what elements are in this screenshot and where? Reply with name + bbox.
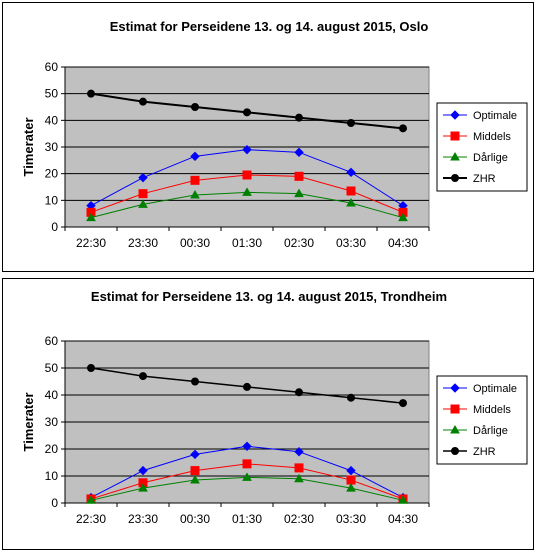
trondheim-series-middels-point — [295, 464, 303, 472]
oslo-series-zhr-point — [192, 104, 199, 111]
oslo-series-zhr-point — [88, 90, 95, 97]
trondheim-y-tick-label: 50 — [44, 361, 58, 375]
trondheim-series-zhr-point — [244, 383, 251, 390]
oslo-x-tick-label: 23:30 — [127, 236, 159, 250]
trondheim-y-tick-label: 20 — [44, 442, 58, 456]
oslo-x-tick-label: 22:30 — [75, 236, 107, 250]
trondheim-y-tick-label: 60 — [44, 334, 58, 348]
trondheim-legend-zhr-label: ZHR — [473, 446, 496, 458]
trondheim-legend-darlige-label: Dårlige — [473, 425, 508, 437]
trondheim-chart-panel — [2, 278, 534, 550]
oslo-series-zhr-point — [348, 120, 355, 127]
trondheim-series-zhr-point — [348, 394, 355, 401]
oslo-series-middels-point — [139, 190, 147, 198]
oslo-chart — [3, 3, 535, 273]
trondheim-series-middels-point — [347, 476, 355, 484]
trondheim-legend-zhr-marker — [452, 448, 459, 455]
trondheim-y-tick-label: 40 — [44, 388, 58, 402]
trondheim-series-zhr-point — [400, 400, 407, 407]
oslo-legend-zhr-label: ZHR — [473, 173, 496, 185]
oslo-x-tick-label: 02:30 — [283, 236, 315, 250]
trondheim-series-middels-point — [243, 460, 251, 468]
oslo-chart-title: Estimat for Perseidene 13. og 14. august 2015, Oslo — [109, 19, 429, 34]
oslo-y-axis-label: Timerater — [21, 117, 36, 177]
oslo-x-tick-label: 01:30 — [231, 236, 263, 250]
oslo-series-zhr-point — [400, 125, 407, 132]
oslo-series-zhr-point — [244, 109, 251, 116]
trondheim-chart-title: Estimat for Perseidene 13. og 14. august 2015, Trondheim — [90, 289, 448, 304]
trondheim-series-zhr-point — [192, 378, 199, 385]
trondheim-x-tick-label: 04:30 — [387, 512, 419, 526]
trondheim-series-zhr-point — [88, 365, 95, 372]
trondheim-y-axis-label: Timerater — [21, 392, 36, 452]
trondheim-y-tick-label: 0 — [51, 496, 58, 510]
trondheim-legend-optimale-label: Optimale — [473, 383, 518, 395]
oslo-legend-zhr-marker — [452, 175, 459, 182]
trondheim-y-tick-label: 10 — [44, 469, 58, 483]
oslo-series-middels-point — [295, 172, 303, 180]
trondheim-legend-middels-label: Middels — [473, 404, 511, 416]
trondheim-x-tick-label: 01:30 — [231, 512, 263, 526]
trondheim-x-tick-label: 00:30 — [179, 512, 211, 526]
oslo-y-tick-label: 50 — [44, 86, 58, 101]
oslo-x-tick-label: 04:30 — [387, 236, 419, 250]
oslo-chart-panel — [2, 2, 534, 272]
oslo-series-zhr-point — [296, 114, 303, 121]
trondheim-series-zhr-point — [140, 373, 147, 380]
oslo-legend-middels-label: Middels — [473, 131, 511, 143]
trondheim-series-middels-point — [191, 467, 199, 475]
oslo-y-tick-label: 10 — [44, 193, 58, 208]
oslo-legend-optimale-label: Optimale — [473, 110, 518, 122]
oslo-x-tick-label: 00:30 — [179, 236, 211, 250]
trondheim-chart — [3, 279, 535, 551]
trondheim-legend-middels-marker — [451, 405, 459, 413]
oslo-series-middels-point — [243, 171, 251, 179]
oslo-legend-darlige-label: Dårlige — [473, 152, 508, 164]
oslo-y-tick-label: 30 — [44, 140, 58, 154]
oslo-series-middels-point — [191, 176, 199, 184]
trondheim-x-tick-label: 02:30 — [283, 512, 315, 526]
trondheim-y-tick-label: 30 — [44, 415, 58, 429]
trondheim-x-tick-label: 03:30 — [335, 512, 367, 526]
oslo-y-tick-label: 60 — [44, 60, 58, 74]
oslo-y-tick-label: 40 — [44, 113, 58, 128]
trondheim-x-tick-label: 22:30 — [75, 512, 107, 526]
oslo-series-zhr-point — [140, 98, 147, 105]
trondheim-series-zhr-point — [296, 389, 303, 396]
oslo-legend-middels-marker — [451, 132, 459, 140]
oslo-y-tick-label: 20 — [44, 166, 58, 181]
oslo-y-tick-label: 0 — [51, 220, 58, 234]
trondheim-x-tick-label: 23:30 — [127, 512, 159, 526]
oslo-series-middels-point — [347, 187, 355, 195]
oslo-x-tick-label: 03:30 — [335, 236, 367, 250]
